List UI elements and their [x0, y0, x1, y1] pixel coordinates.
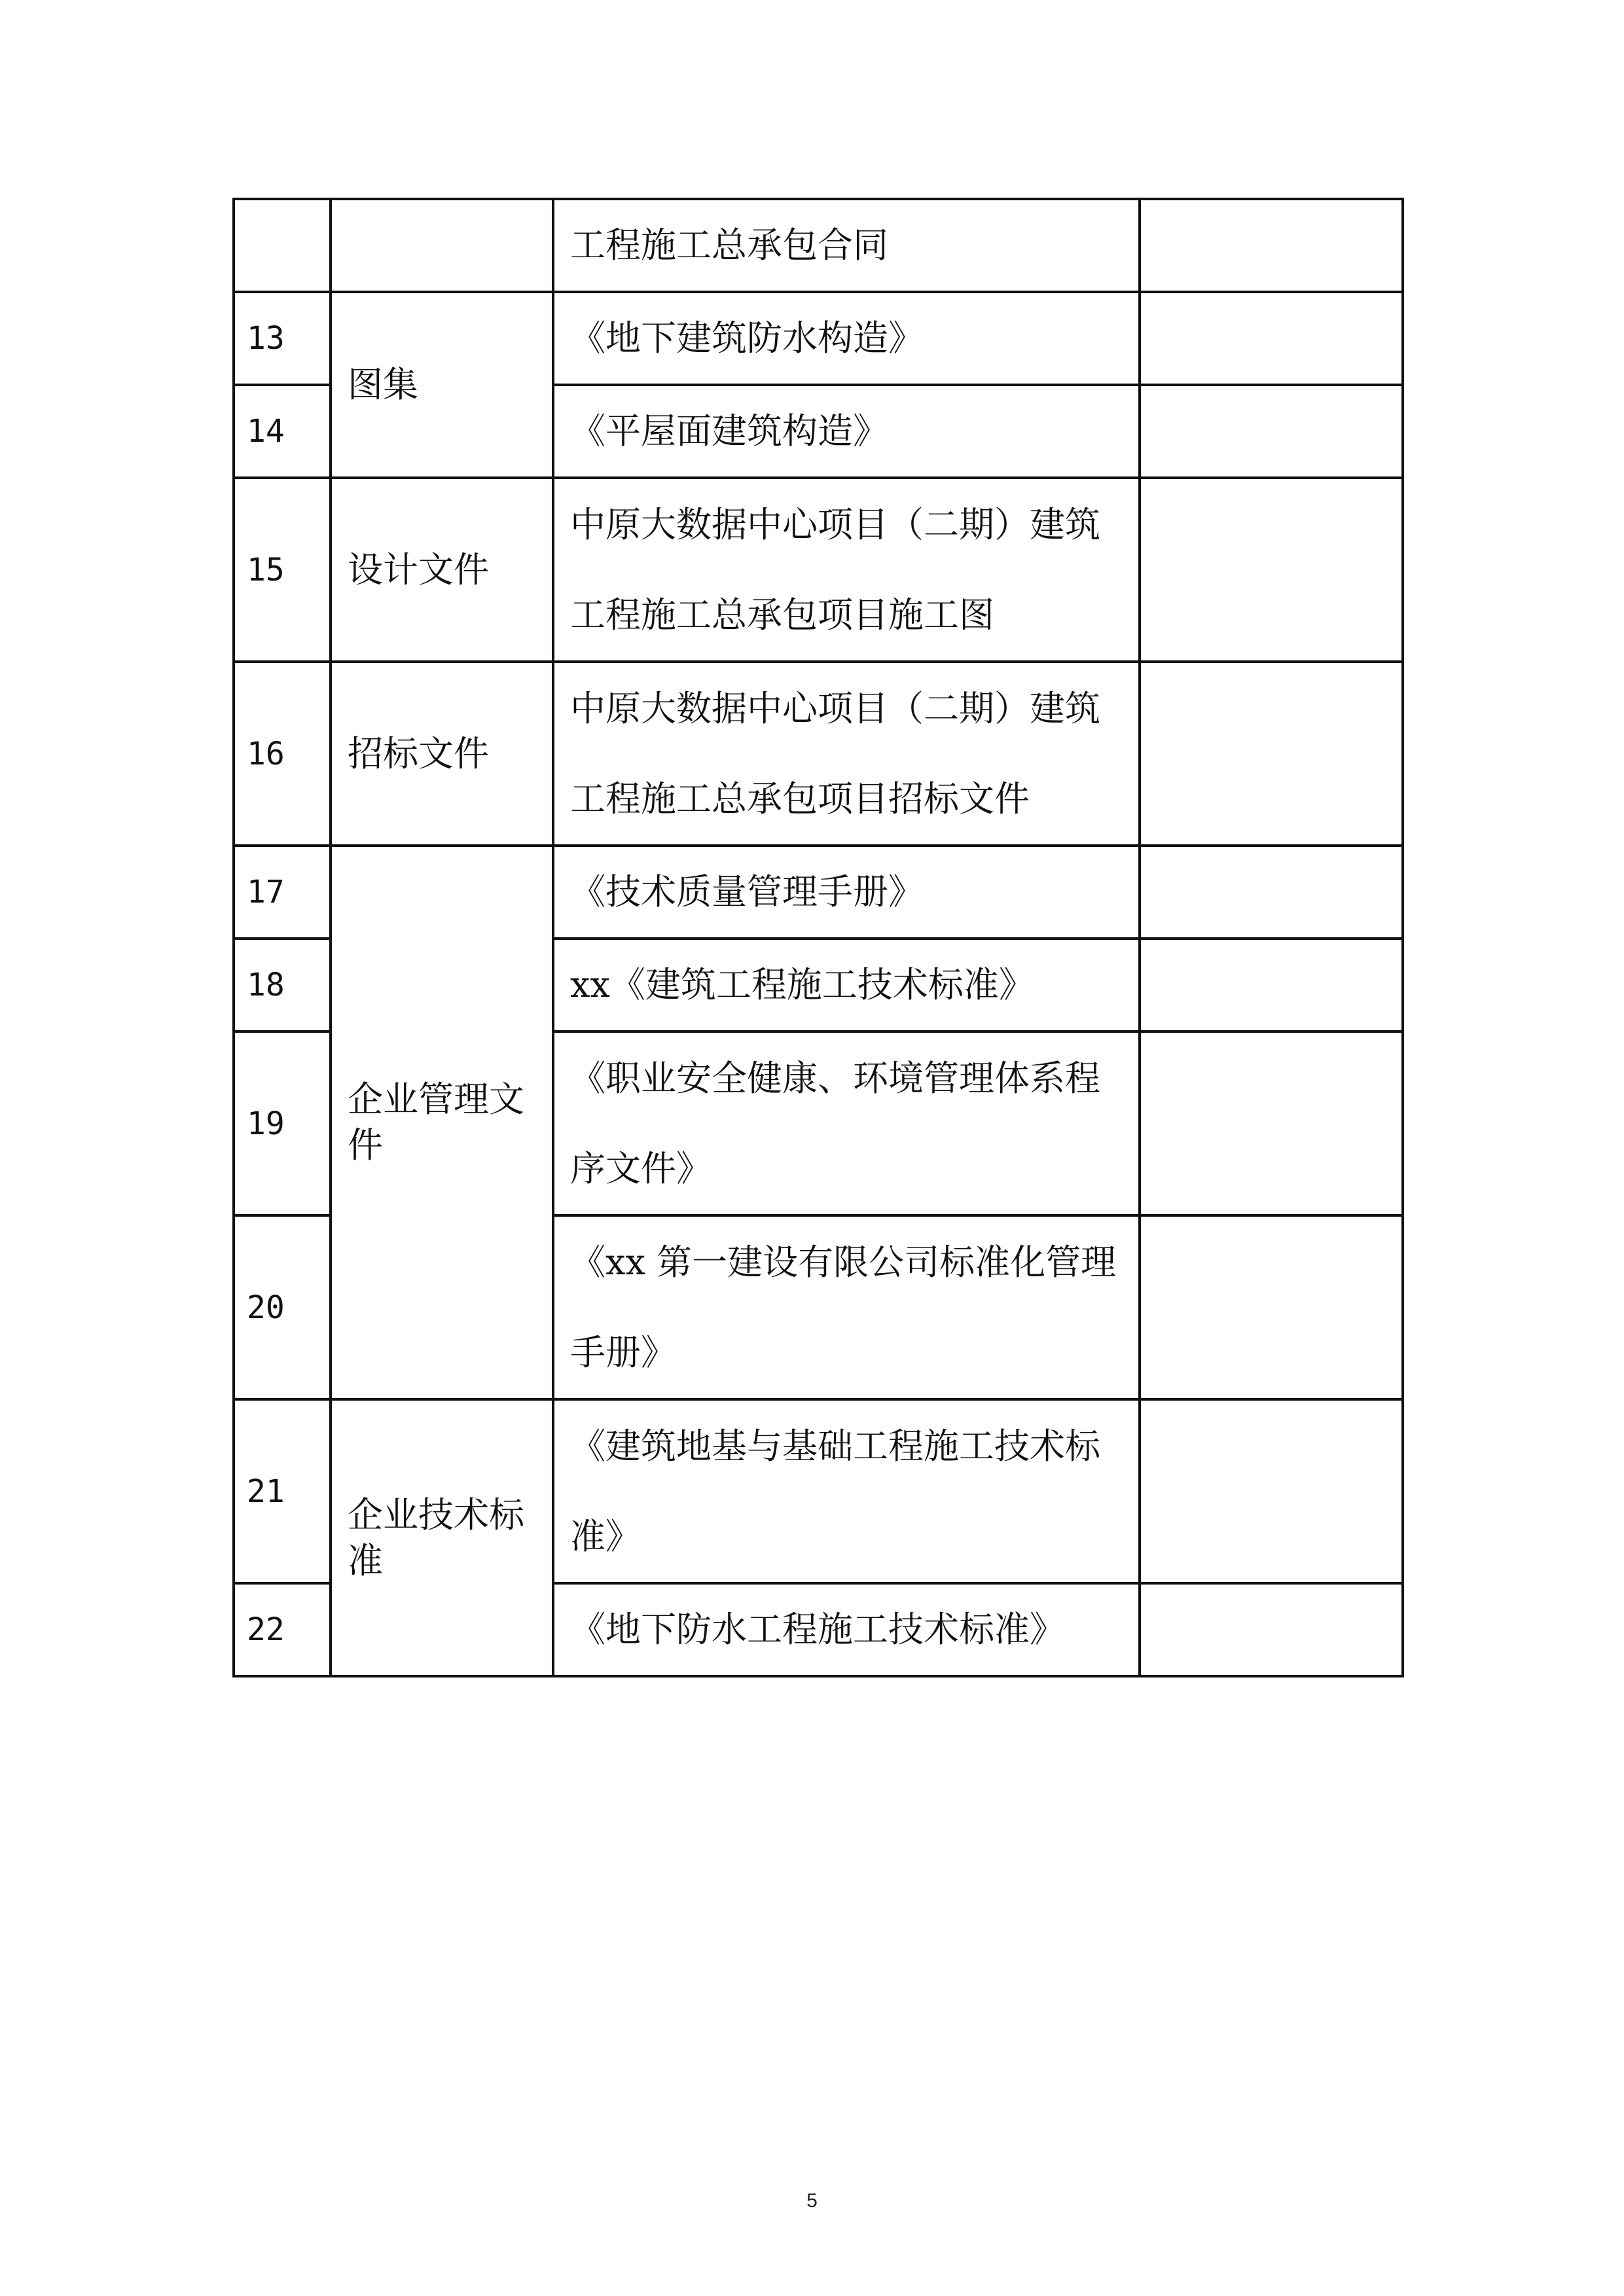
row-number: 18: [234, 939, 331, 1031]
row-number: 21: [234, 1399, 331, 1583]
remark-cell: [1140, 1215, 1403, 1399]
document-title: 《xx 第一建设有限公司标准化管理手册》: [553, 1215, 1140, 1399]
table-row: [234, 1399, 1403, 1583]
row-number: 14: [234, 385, 331, 478]
row-number: 22: [234, 1583, 331, 1676]
remark-cell: [1140, 1399, 1403, 1583]
table-row: [234, 846, 1403, 939]
row-number: 13: [234, 292, 331, 385]
reference-documents-table: [232, 198, 1404, 1677]
remark-cell: [1140, 939, 1403, 1031]
document-title: 《职业安全健康、环境管理体系程序文件》: [553, 1031, 1140, 1215]
document-title: 《技术质量管理手册》: [553, 846, 1140, 939]
remark-cell: [1140, 385, 1403, 478]
table-row: [234, 199, 1403, 292]
document-title: 《平屋面建筑构造》: [553, 385, 1140, 478]
remark-cell: [1140, 199, 1403, 292]
row-number: 17: [234, 846, 331, 939]
document-title: xx《建筑工程施工技术标准》: [553, 939, 1140, 1031]
document-title: 《建筑地基与基础工程施工技术标准》: [553, 1399, 1140, 1583]
table-row: [234, 292, 1403, 385]
document-title: 《地下防水工程施工技术标准》: [553, 1583, 1140, 1676]
row-number: 20: [234, 1215, 331, 1399]
row-number: 19: [234, 1031, 331, 1215]
remark-cell: [1140, 1583, 1403, 1676]
page-number: 5: [806, 2190, 818, 2212]
document-title: 工程施工总承包合同: [553, 199, 1140, 292]
remark-cell: [1140, 1031, 1403, 1215]
remark-cell: [1140, 662, 1403, 846]
table-row: [234, 478, 1403, 662]
table-row: [234, 662, 1403, 846]
category-cell: 设计文件: [331, 478, 553, 662]
document-title: 中原大数据中心项目（二期）建筑工程施工总承包项目施工图: [553, 478, 1140, 662]
document-title: 中原大数据中心项目（二期）建筑工程施工总承包项目招标文件: [553, 662, 1140, 846]
remark-cell: [1140, 292, 1403, 385]
category-cell: 图集: [331, 292, 553, 478]
row-number: [234, 199, 331, 292]
category-cell: [331, 199, 553, 292]
category-cell: 企业技术标准: [331, 1399, 553, 1676]
row-number: 16: [234, 662, 331, 846]
row-number: 15: [234, 478, 331, 662]
document-title: 《地下建筑防水构造》: [553, 292, 1140, 385]
remark-cell: [1140, 846, 1403, 939]
category-cell: 招标文件: [331, 662, 553, 846]
remark-cell: [1140, 478, 1403, 662]
category-cell: 企业管理文件: [331, 846, 553, 1399]
